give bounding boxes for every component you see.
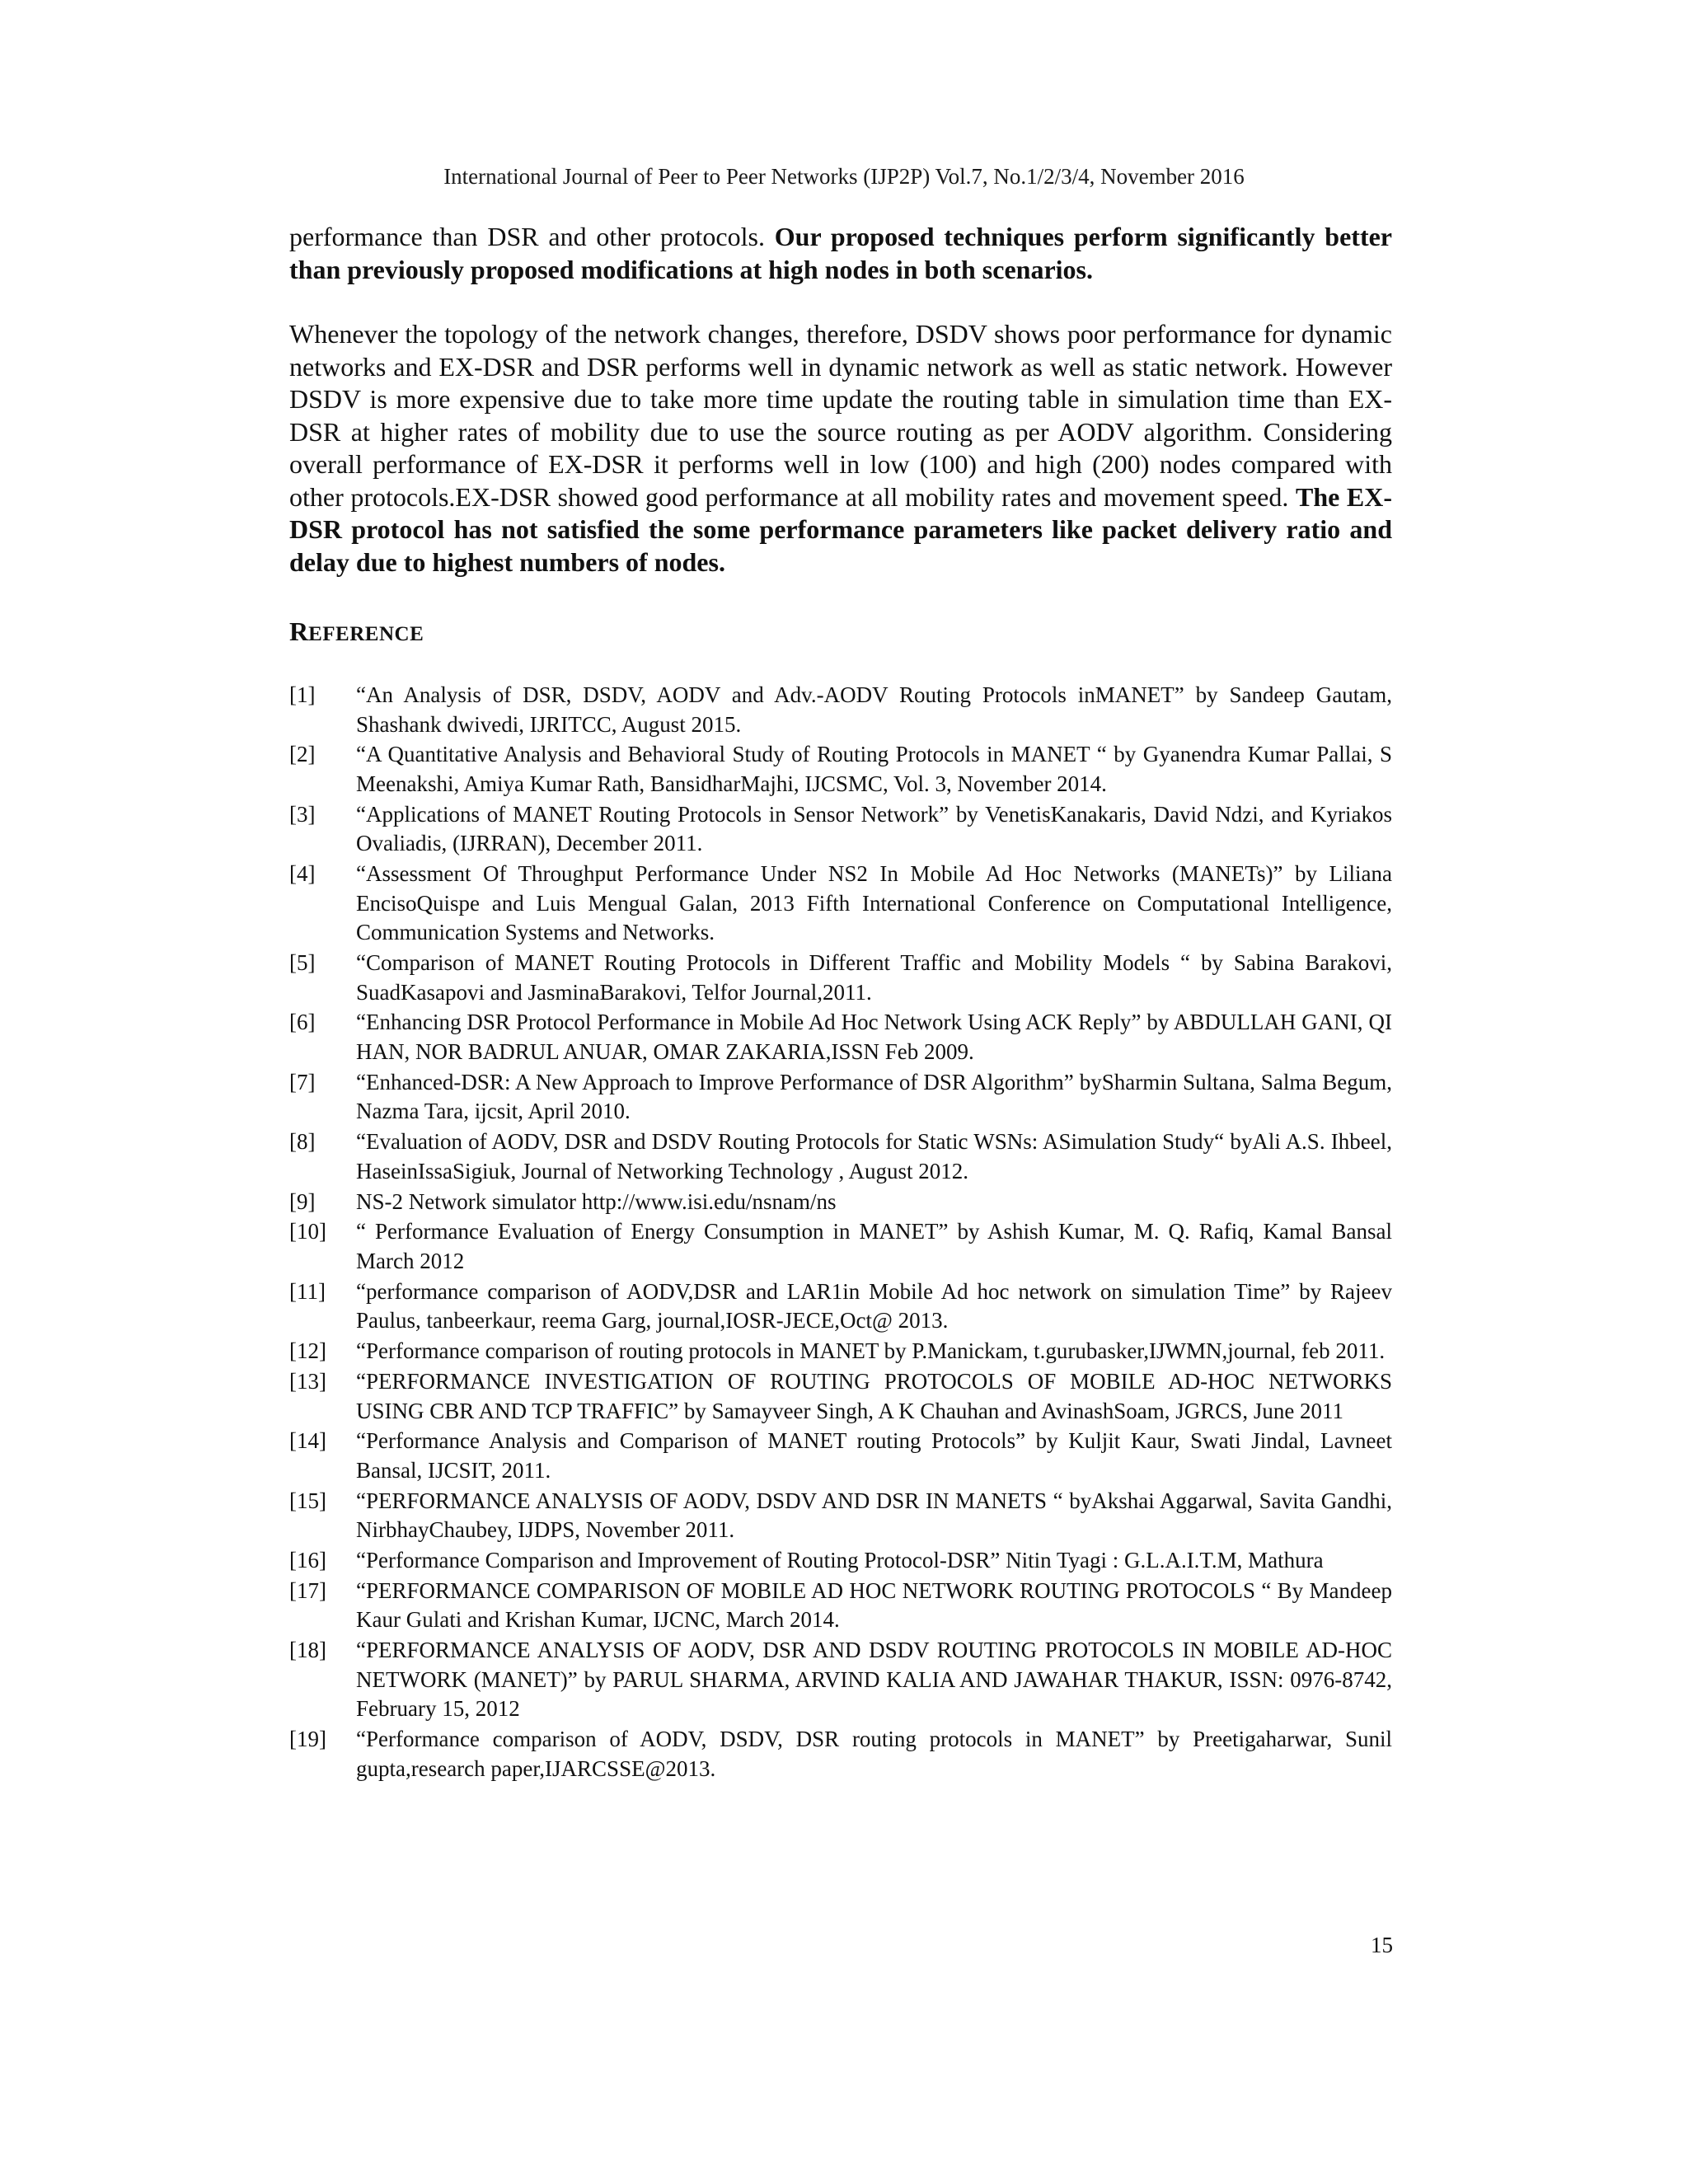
reference-text: “Enhanced-DSR: A New Approach to Improve Performance of DSR Algorithm” bySharmin Sultana, Salma Begum, Nazma Tara, ijcsit, April 2010. xyxy=(356,1069,1392,1124)
reference-item xyxy=(289,1127,1392,1186)
reference-item xyxy=(289,681,1392,739)
reference-number: [17] xyxy=(289,1577,326,1603)
running-header: International Journal of Peer to Peer Networks (IJP2P) Vol.7, No.1/2/3/4, November 2016 xyxy=(443,164,1245,189)
reference-number: [10] xyxy=(289,1219,326,1244)
conclusion-paragraph-1 xyxy=(289,221,1392,286)
page-body xyxy=(289,221,1392,1785)
reference-text: “Performance comparison of routing protocols in MANET by P.Manickam, t.gurubasker,IJWMN,journal, feb 2011. xyxy=(356,1338,1386,1364)
paragraph-2-plain-text: Whenever the topology of the network changes, therefore, DSDV shows poor performance for dynamic networks and EX-DSR and DSR performs well in dynamic network as well as static network. However DSDV is more expensive due to take more time update the routing table in simulation time than EX-DSR at higher rates of mobility due to use the source routing as per AODV algorithm. Considering overall performance of EX-DSR it performs well in low (100) and high (200) nodes compared with other protocols.EX-DSR showed good performance at all mobility rates and movement speed. xyxy=(289,319,1392,512)
paragraph-1-plain-text: performance than DSR and other protocols. xyxy=(289,222,775,251)
reference-number: [6] xyxy=(289,1010,316,1035)
reference-text: “Performance Analysis and Comparison of MANET routing Protocols” by Kuljit Kaur, Swati Jindal, Lavneet Bansal, IJCSIT, 2011. xyxy=(356,1428,1392,1483)
reference-item xyxy=(289,1337,1392,1366)
paragraph-1-bold-text: Our proposed techniques perform significantly better than previously proposed modifications at high nodes in both scenarios. xyxy=(289,222,1392,284)
reference-text: “Enhancing DSR Protocol Performance in Mobile Ad Hoc Network Using ACK Reply” by ABDULLAH GANI, QI HAN, NOR BADRUL ANUAR, OMAR ZAKARIA,ISSN Feb 2009. xyxy=(356,1010,1392,1065)
reference-text: NS-2 Network simulator http://www.isi.edu/nsnam/ns xyxy=(356,1188,837,1214)
reference-text: “Assessment Of Throughput Performance Under NS2 In Mobile Ad Hoc Networks (MANETs)” by Liliana EncisoQuispe and Luis Mengual Galan, 2013 Fifth International Conference on Computational Intelligence, Communication Systems and Networks. xyxy=(356,861,1392,945)
reference-item xyxy=(289,949,1392,1007)
reference-item xyxy=(289,860,1392,948)
reference-number: [7] xyxy=(289,1069,316,1094)
reference-text: “PERFORMANCE ANALYSIS OF AODV, DSDV AND DSR IN MANETS “ byAkshai Aggarwal, Savita Gandhi, NirbhayChaubey, IJDPS, November 2011. xyxy=(356,1488,1392,1543)
reference-number: [14] xyxy=(289,1428,326,1454)
reference-item xyxy=(289,1487,1392,1545)
reference-item xyxy=(289,800,1392,859)
reference-item xyxy=(289,1188,1392,1217)
reference-text: “An Analysis of DSR, DSDV, AODV and Adv.-AODV Routing Protocols inMANET” by Sandeep Gautam, Shashank dwivedi, IJRITCC, August 2015. xyxy=(356,682,1392,737)
reference-text: “Applications of MANET Routing Protocols in Sensor Network” by VenetisKanakaris, David Ndzi, and Kyriakos Ovaliadis, (IJRRAN), December 2011. xyxy=(356,801,1392,856)
reference-text: “Performance Comparison and Improvement of Routing Protocol-DSR” Nitin Tyagi : G.L.A.I.T.M, Mathura xyxy=(356,1548,1324,1573)
reference-number: [18] xyxy=(289,1638,326,1663)
reference-heading-rest: EFERENCE xyxy=(308,623,424,645)
reference-text: “PERFORMANCE ANALYSIS OF AODV, DSR AND DSDV ROUTING PROTOCOLS IN MOBILE AD-HOC NETWORK (MANET)” by PARUL SHARMA, ARVIND KALIA AND JAWAHAR THAKUR, ISSN: 0976-8742, February 15, 2012 xyxy=(356,1638,1392,1722)
reference-item xyxy=(289,1636,1392,1724)
reference-text: “performance comparison of AODV,DSR and LAR1in Mobile Ad hoc network on simulation Time” by Rajeev Paulus, tanbeerkaur, reema Garg, journal,IOSR-JECE,Oct@ 2013. xyxy=(356,1278,1392,1333)
reference-item xyxy=(289,1725,1392,1783)
reference-number: [1] xyxy=(289,682,316,707)
reference-item xyxy=(289,1546,1392,1576)
reference-item xyxy=(289,1008,1392,1066)
reference-heading xyxy=(289,615,1392,651)
page-number: 15 xyxy=(1371,1933,1393,1957)
paragraph-2-bold-text: The EX-DSR protocol has not satisfied the some performance parameters like packet delivery ratio and delay due to highest numbers of nodes. xyxy=(289,481,1393,577)
reference-text: “PERFORMANCE INVESTIGATION OF ROUTING PROTOCOLS OF MOBILE AD-HOC NETWORKS USING CBR AND TCP TRAFFIC” by Samayveer Singh, A K Chauhan and AvinashSoam, JGRCS, June 2011 xyxy=(356,1368,1392,1423)
reference-heading-initial: R xyxy=(289,616,309,646)
reference-item xyxy=(289,740,1392,799)
reference-number: [16] xyxy=(289,1548,326,1573)
conclusion-paragraph-2 xyxy=(289,318,1392,579)
reference-item xyxy=(289,1367,1392,1426)
reference-number: [11] xyxy=(289,1278,326,1304)
reference-list xyxy=(289,681,1392,1783)
reference-text: “Comparison of MANET Routing Protocols in Different Traffic and Mobility Models “ by Sabina Barakovi, SuadKasapovi and JasminaBarakovi, Telfor Journal,2011. xyxy=(356,950,1392,1005)
reference-text: “A Quantitative Analysis and Behavioral Study of Routing Protocols in MANET “ by Gyanendra Kumar Pallai, S Meenakshi, Amiya Kumar Rath, BansidharMajhi, IJCSMC, Vol. 3, November 2014. xyxy=(356,742,1392,796)
reference-number: [9] xyxy=(289,1188,316,1214)
reference-number: [3] xyxy=(289,801,316,827)
reference-number: [19] xyxy=(289,1727,326,1752)
reference-item xyxy=(289,1068,1392,1127)
reference-text: “PERFORMANCE COMPARISON OF MOBILE AD HOC NETWORK ROUTING PROTOCOLS “ By Mandeep Kaur Gulati and Krishan Kumar, IJCNC, March 2014. xyxy=(356,1577,1392,1633)
reference-number: [4] xyxy=(289,861,316,887)
reference-number: [12] xyxy=(289,1338,326,1364)
reference-item xyxy=(289,1277,1392,1336)
reference-number: [5] xyxy=(289,950,316,976)
reference-text: “Performance comparison of AODV, DSDV, DSR routing protocols in MANET” by Preetigaharwar, Sunil gupta,research paper,IJARCSSE@2013. xyxy=(356,1727,1392,1781)
reference-text: “ Performance Evaluation of Energy Consumption in MANET” by Ashish Kumar, M. Q. Rafiq, Kamal Bansal March 2012 xyxy=(356,1219,1392,1273)
reference-item xyxy=(289,1427,1392,1485)
reference-item xyxy=(289,1217,1392,1276)
reference-number: [2] xyxy=(289,742,316,767)
reference-number: [13] xyxy=(289,1368,326,1394)
reference-number: [15] xyxy=(289,1488,326,1513)
reference-number: [8] xyxy=(289,1129,316,1155)
reference-text: “Evaluation of AODV, DSR and DSDV Routing Protocols for Static WSNs: ASimulation Study“ byAli A.S. Ihbeel, HaseinIssaSigiuk, Journal of Networking Technology , August 2012. xyxy=(356,1129,1392,1183)
reference-item xyxy=(289,1577,1392,1635)
